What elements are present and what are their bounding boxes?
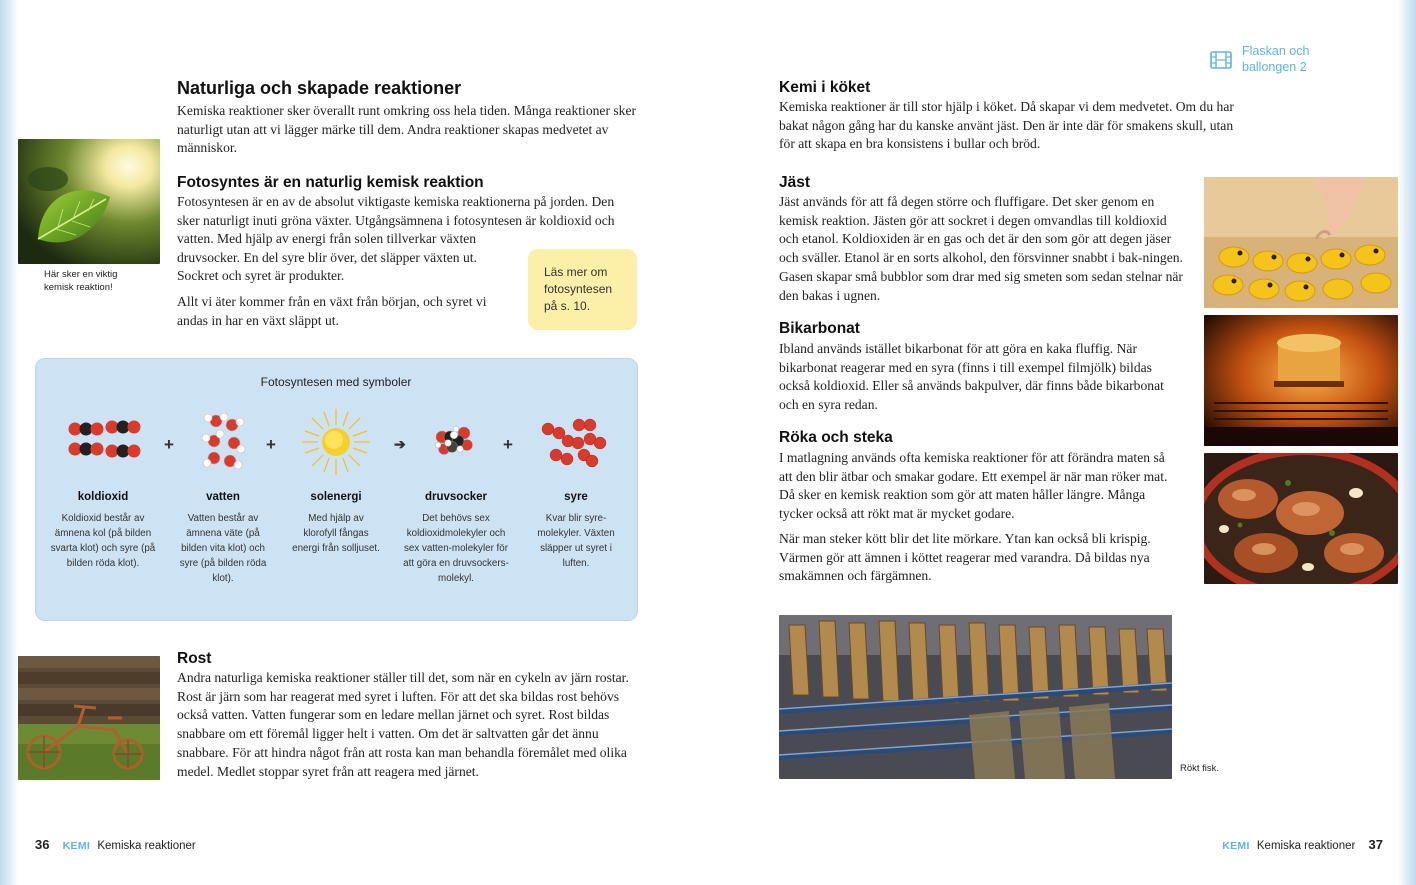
- kok-text: Kemiska reaktioner är till stor hjälp i köket. Då skapar vi dem medvetet. Om du har bakat någon gång har du kanske använt jäst. Den är inte där för smakens skull, utan för att skapa en bra konsistens i bullar och bröd.: [779, 99, 1234, 152]
- desc-solenergi: Med hjälp av klorofyll fångas energi från solljuset.: [292, 513, 380, 554]
- leaf-photo: [18, 139, 160, 264]
- kok-heading: Kemi i köket: [779, 79, 871, 96]
- rost-heading: Rost: [177, 650, 212, 667]
- bikarbonat-heading: Bikarbonat: [779, 320, 860, 337]
- label-vatten: vatten: [206, 491, 240, 503]
- jast-text: Jäst används för att få degen större och fluffigare. Det sker genom en kemisk reaktion. Jästen gör att sockret i degen omvandlas till koldioxid och etanol. Koldioxiden är en gas och det är den som gör att degen jäser och sväller. Etanol är en sorts alkohol, den försvinner snabbt i bak-ningen. Gasen skapar små bubblor som drar med sig smeten som sedan stelnar när den bakas i ugnen.: [779, 194, 1183, 303]
- plus-sign-3: +: [503, 435, 513, 454]
- film-icon: [1210, 51, 1232, 69]
- diagram-col-solenergi: [292, 491, 380, 556]
- leaf-caption: Här sker en viktig kemisk reaktion!: [44, 269, 118, 293]
- sun-icon: [298, 407, 374, 477]
- rusty-tricycle-photo: [18, 656, 160, 780]
- left-title: Naturliga och skapade reaktioner: [177, 78, 462, 98]
- left-intro: Kemiska reaktioner sker överallt runt omkring oss hela tiden. Många reaktioner sker naturligt utan att vi lägger märke till dem. Andra reaktioner skapas medvetet av människor.: [177, 103, 637, 156]
- chapter-right: Kemiska reaktioner: [1256, 840, 1356, 852]
- dough-buns-photo: [1204, 177, 1398, 308]
- label-koldioxid: koldioxid: [77, 491, 129, 503]
- right-footer: [1222, 837, 1383, 852]
- desc-syre: Kvar blir syre-molekyler. Växten släpper ut syret i luften.: [537, 513, 615, 569]
- fotosyntes-text-2: Allt vi äter kommer från en växt från början, och syret vi andas in har en växt släppt ut.: [177, 294, 487, 328]
- label-syre: syre: [564, 491, 588, 503]
- subject-tag-left: KEMI: [62, 840, 91, 852]
- fish-caption: Rökt fisk.: [1180, 763, 1220, 774]
- film-label: Flaskan och ballongen 2: [1242, 44, 1310, 74]
- rost-text: Andra naturliga kemiska reaktioner ställer till det, som när en cykeln av järn rostar. Rost är järn som har reagerat med syret i luften. För att det ska bildas rost behövs också vatten. Vatten fungerar som en ledare mellan järnet och syret. Rost bildas snabbare om ett föremål ligger helt i vatten. Om det är saltvatten går det ännu snabbare. För att hindra något från att rosta kan man behandla föremålet med olika medel. Medlet stoppar syret från att reagera med järnet.: [177, 670, 629, 779]
- fotosyntes-text-1a: Fotosyntesen är en av de absolut viktigaste kemiska reaktionerna på jorden. Den sker naturligt inuti gröna växter. Utgångsämnena i fotosyntesen är koldioxid och: [177, 194, 615, 228]
- jast-heading: Jäst: [779, 174, 811, 191]
- bikarbonat-text: Ibland används istället bikarbonat för att göra en kaka fluffig. När bikarbonat reagerar med en syra (finns i till exempel filmjölk) bildas också koldioxid. Eller så används bakpulver, där finns både bikarbonat och en syra redan.: [779, 341, 1164, 413]
- plus-sign-1: +: [164, 435, 174, 454]
- label-druvsocker: druvsocker: [424, 491, 487, 503]
- o2-molecules-icon: [540, 417, 608, 469]
- page-number-left: 36: [35, 837, 50, 852]
- desc-koldioxid: Koldioxid består av ämnena kol (på bilden svarta klot) och syre (på bilden röda klot).: [50, 513, 156, 569]
- label-solenergi: solenergi: [310, 491, 362, 503]
- plus-sign-2: +: [266, 435, 276, 454]
- fotosyntes-heading: Fotosyntes är en naturlig kemisk reaktion: [177, 174, 484, 191]
- arrow-sign: ➔: [394, 436, 406, 452]
- diagram-col-koldioxid: [50, 491, 156, 571]
- roka-paragraph-2: När man steker kött blir det lite mörkare. Ytan kan också bli krispig. Värmen gör att ämnen i köttet reagerar med varandra. Då bildas nya smakämnen och färgämnen.: [779, 530, 1151, 584]
- photosynthesis-diagram: [35, 358, 638, 621]
- film-link[interactable]: [1210, 44, 1340, 78]
- roka-heading: Röka och steka: [779, 429, 893, 446]
- chapter-left: Kemiska reaktioner: [97, 840, 196, 852]
- page-number-right: 37: [1368, 837, 1383, 852]
- smoked-fish-photo: [779, 615, 1172, 779]
- diagram-col-syre: [528, 491, 624, 571]
- fotosyntes-text-1b: vatten. Med hjälp av energi från solen tillverkar växten druvsocker. En del syre blir över, det släpper växten ut. Sockret och syret är produkter.: [177, 231, 477, 284]
- glucose-molecule-icon: [434, 423, 474, 459]
- co2-molecules-icon: [66, 417, 144, 463]
- callout-read-more: Läs mer om fotosyntesen på s. 10.: [528, 249, 637, 330]
- roka-paragraph-1: I matlagning används ofta kemiska reaktioner för att förändra maten så att den blir ätbar och smakar godare. Ett exempel är när man röker mat. Då sker en kemisk reaktion som gör att maten håller längre. Många tycker också att rökt mat är mycket godare.: [779, 450, 1168, 522]
- diagram-title: Fotosyntesen med symboler: [260, 375, 412, 389]
- desc-druvsocker: Det behövs sex koldioxidmolekyler och sex vatten-molekyler för att göra en druvsockers-molekyl.: [403, 513, 509, 584]
- subject-tag-right: KEMI: [1222, 840, 1250, 852]
- oven-cake-photo: [1204, 315, 1398, 446]
- frying-meat-photo: [1204, 453, 1398, 584]
- diagram-col-druvsocker: [398, 491, 514, 586]
- left-footer: [35, 837, 196, 852]
- diagram-col-vatten: [172, 491, 274, 586]
- roka-text: [779, 449, 1171, 592]
- h2o-molecules-icon: [202, 413, 246, 469]
- desc-vatten: Vatten består av ämnena väte (på bilden vita klot) och syre (på bilden röda klot).: [179, 513, 267, 584]
